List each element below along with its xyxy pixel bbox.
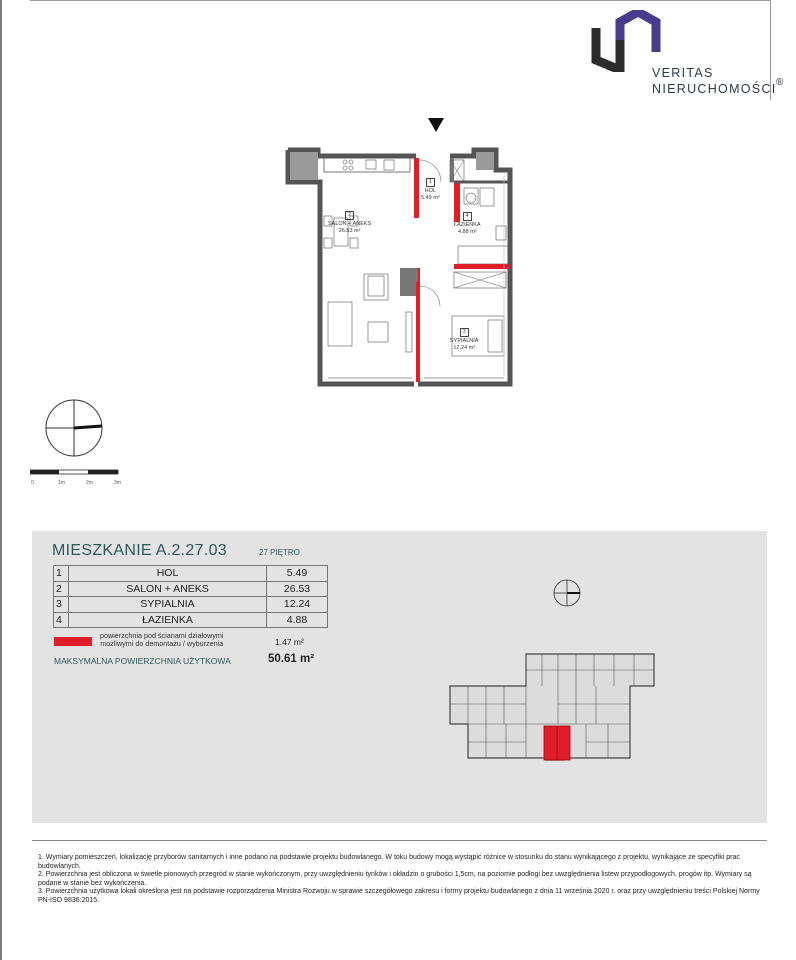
total-area-label: MAKSYMALNA POWIERZCHNIA UŻYTKOWA	[54, 656, 231, 666]
room-area: 12.24 m²	[453, 344, 476, 351]
sofa	[328, 302, 352, 346]
table-row	[54, 581, 328, 597]
room-number-cell: 1	[54, 566, 69, 582]
room-name-cell: ŁAZIENKA	[69, 612, 267, 628]
room-area-cell: 26.53	[267, 581, 328, 597]
removable-wall-area: 1.47 m²	[275, 637, 304, 647]
entrance-arrow-icon	[428, 118, 444, 132]
page-frame-top	[30, 0, 770, 1]
apartment-title: MIESZKANIE A.2.27.03	[52, 542, 227, 559]
footnote: 3. Powierzchnia użytkowa lokali określona jest na podstawie rozporządzenia Ministra Rozwoju w sprawie szczegółowego zakresu i formy projektu budowlanego z dnia 11 września 2020 r. oraz przy uwzględnieniu treści Polskiej Normy PN-ISO 9836:2015.	[38, 888, 760, 904]
room-area: 26.53 m²	[338, 227, 361, 234]
compass-icon	[44, 398, 104, 458]
scale-label: 2m	[86, 480, 93, 486]
room-name: SALON + ANEKS	[328, 221, 372, 227]
floor-plan	[284, 116, 514, 401]
room-area-cell: 4.88	[267, 612, 328, 628]
room-number: 4	[463, 212, 472, 221]
room-number: 2	[345, 211, 354, 220]
apartment-floor: 27 PIĘTRO	[259, 548, 300, 557]
footer-divider	[32, 840, 767, 841]
room-name: ŁAZIENKA	[454, 222, 481, 228]
logo-mark-icon	[590, 10, 670, 72]
table-row	[54, 597, 328, 613]
room-name: HOL	[424, 188, 436, 194]
scale-bar	[30, 468, 122, 476]
room-area: 5.49 m²	[421, 194, 440, 201]
floor-plan-drawing	[284, 116, 514, 396]
removable-wall	[414, 158, 419, 218]
room-area: 4.88 m²	[457, 228, 477, 235]
brand-name-line1: VERITAS	[652, 66, 714, 80]
table-row	[54, 566, 328, 582]
room-number-cell: 4	[54, 612, 69, 628]
key-floor-plan	[446, 648, 658, 764]
removable-wall-legend-text	[100, 632, 223, 648]
legend-line2: możliwymi do demontażu / wyburzenia	[100, 639, 224, 648]
room-number: 1	[426, 178, 435, 187]
registered-mark: ®	[776, 77, 784, 88]
key-plan-compass-icon	[552, 578, 582, 608]
page-frame-left	[0, 0, 2, 960]
room-name-cell: SYPIALNIA	[69, 597, 267, 613]
room-area-cell: 12.24	[267, 597, 328, 613]
room-label-salon	[328, 211, 371, 234]
room-label-sypialnia	[450, 328, 478, 351]
total-area-value: 50.61 m²	[268, 653, 315, 665]
brand-logo	[590, 10, 790, 105]
room-name-cell: SALON + ANEKS	[69, 581, 267, 597]
table-row	[54, 612, 328, 628]
legend-line1: powierzchnia pod ścianami działowymi	[100, 631, 224, 640]
scale-label: 1m	[58, 480, 65, 486]
scale-label: 3m	[114, 480, 121, 486]
room-label-lazienka	[454, 212, 481, 235]
scale-label: 0	[31, 480, 34, 486]
room-label-hol	[421, 178, 440, 201]
room-number-cell: 3	[54, 597, 69, 613]
footnote: 1. Wymiary pomieszczeń, lokalizację przyborów sanitarnych i inne podano na podstawie projektu budowlanego. W toku budowy mogą wystąpić różnice w stosunku do stanu wynikającego z projektu, wynikające ze specyfiki prac budowlanych.	[38, 854, 740, 870]
removable-wall-legend-swatch	[54, 637, 92, 646]
room-number-cell: 2	[54, 581, 69, 597]
brand-name-line2: NIERUCHOMOŚCI	[652, 82, 777, 96]
room-name-cell: HOL	[69, 566, 267, 582]
footnote: 2. Powierzchnia jest obliczona w świetle pionowych przegród w stanie wykończonym, przy uwzględnieniu tynków i okładzin o grubości 1,5cm, na poziomie podłogi bez uwzględnienia listew przypodłogowych, progów itp. Wymiary są podane w stanie bez wykończenia.	[38, 871, 752, 887]
footnotes	[38, 854, 766, 906]
room-area-cell: 5.49	[267, 566, 328, 582]
room-number: 3	[460, 328, 469, 337]
room-name: SYPIALNIA	[450, 338, 479, 344]
rooms-table	[53, 565, 328, 628]
